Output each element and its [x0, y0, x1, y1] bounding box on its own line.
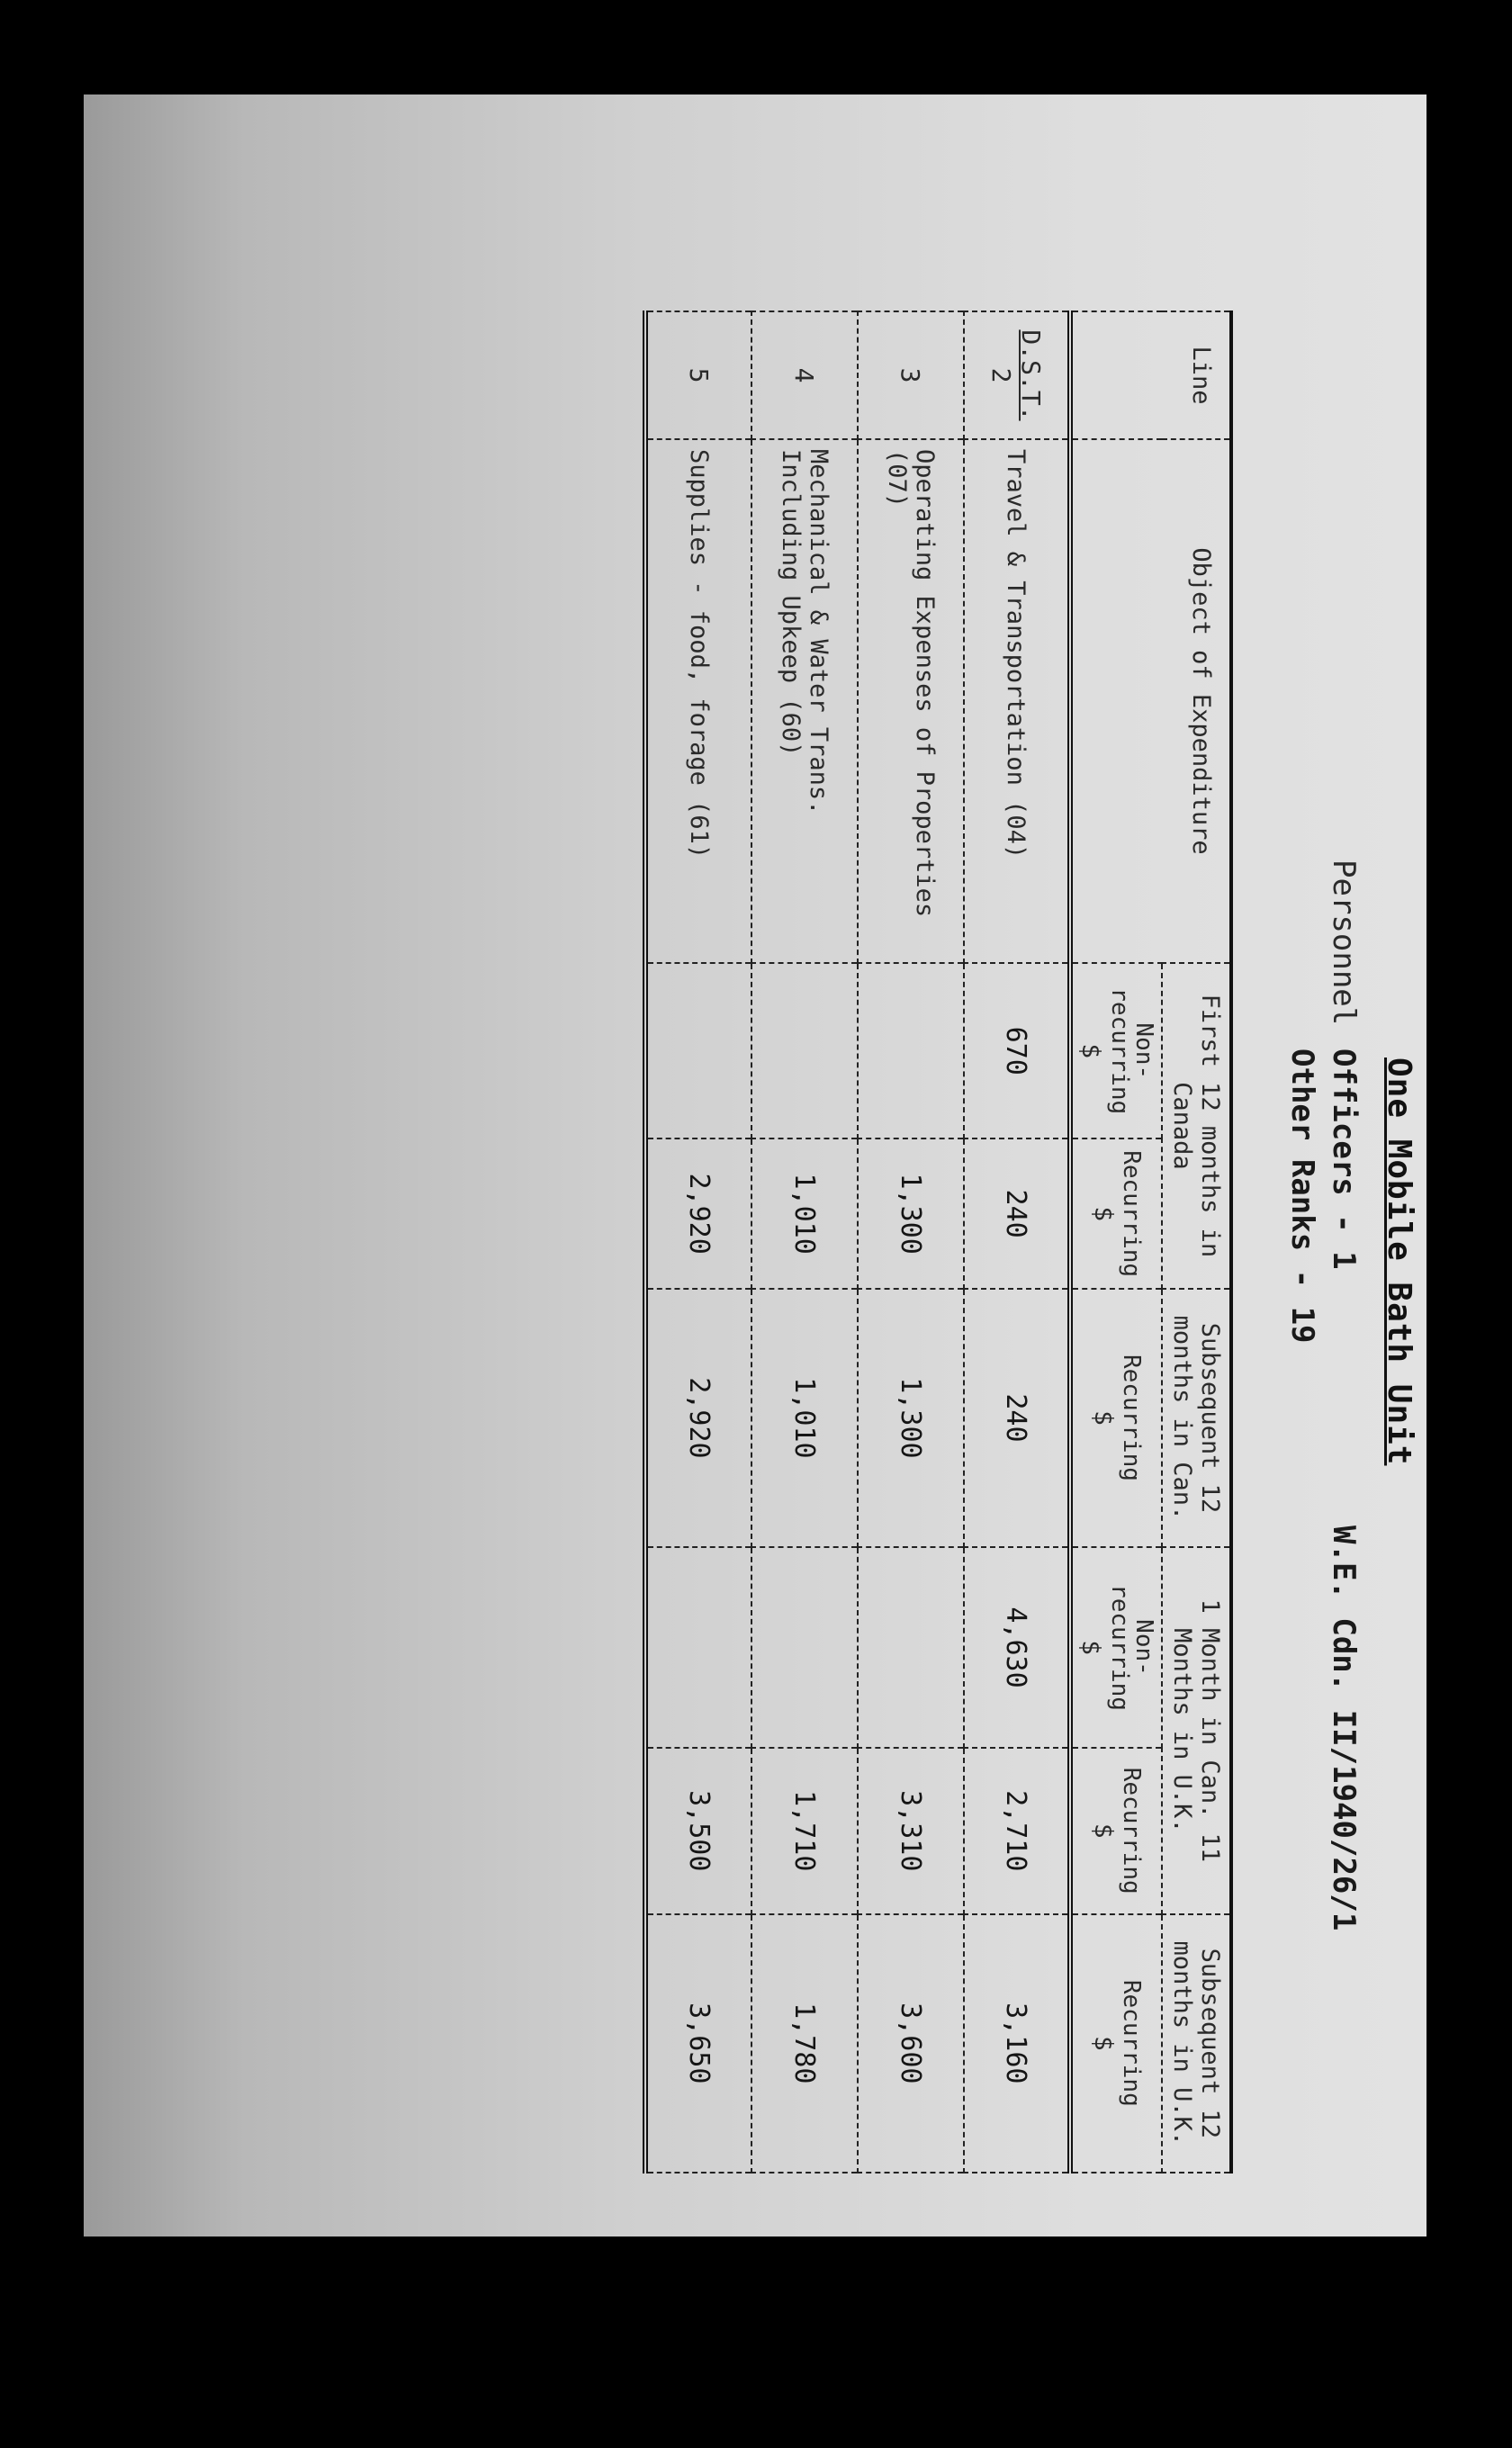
- subheader-label: Recurring: [1118, 1979, 1146, 2107]
- subheader-label: Non- recurring: [1105, 1584, 1157, 1711]
- month-recurring-cell: 3,500: [645, 1748, 752, 1914]
- object-cell: Travel & Transportation (04): [964, 439, 1070, 963]
- month-recurring-cell: 2,710: [964, 1748, 1070, 1914]
- subheader-subsequent-can-recurring: [1070, 1289, 1162, 1547]
- month-nonrecurring-cell: [645, 1547, 752, 1748]
- header-first-12-months: First 12 months in Canada: [1162, 963, 1231, 1289]
- subheader-label: Recurring: [1118, 1767, 1146, 1894]
- dollar-sign: $: [1088, 1822, 1119, 1839]
- first-recurring-cell: 2,920: [645, 1138, 752, 1288]
- dollar-sign: $: [1076, 1043, 1107, 1059]
- table-row: [858, 311, 964, 2173]
- object-cell: Operating Expenses of Properties (07): [858, 439, 964, 963]
- subsequent-can-recurring-cell: 1,300: [858, 1289, 964, 1547]
- line-cell: [964, 311, 1070, 439]
- subheader-month-nonrecurring: [1070, 1547, 1162, 1748]
- first-nonrecurring-cell: [645, 963, 752, 1138]
- table-row: [964, 311, 1070, 2173]
- subsequent-uk-recurring-cell: 3,600: [858, 1914, 964, 2173]
- line-prefix: D.S.T.: [1015, 329, 1046, 421]
- subsequent-uk-recurring-cell: 1,780: [752, 1914, 858, 2173]
- header-object-of-expenditure: Object of Expenditure: [1070, 439, 1231, 963]
- line-number: 2: [986, 367, 1016, 383]
- personnel-label: Personnel: [1326, 860, 1362, 1026]
- object-cell: Mechanical & Water Trans. Including Upkeep (60): [752, 439, 858, 963]
- line-cell: 4: [752, 311, 858, 439]
- month-nonrecurring-cell: [858, 1547, 964, 1748]
- header-1-month-can-11-uk: 1 Month in Can. 11 Months in U.K.: [1162, 1547, 1231, 1913]
- table-header-row: [1162, 311, 1231, 2173]
- table-row: [752, 311, 858, 2173]
- header-subsequent-12-uk: Subsequent 12 months in U.K.: [1162, 1914, 1231, 2173]
- first-nonrecurring-cell: [752, 963, 858, 1138]
- first-nonrecurring-cell: 670: [964, 963, 1070, 1138]
- subsequent-can-recurring-cell: 2,920: [645, 1289, 752, 1547]
- month-recurring-cell: 3,310: [858, 1748, 964, 1914]
- subheader-month-recurring: [1070, 1748, 1162, 1914]
- first-recurring-cell: 1,300: [858, 1138, 964, 1288]
- subheader-first-nonrecurring: [1070, 963, 1162, 1138]
- subsequent-uk-recurring-cell: 3,650: [645, 1914, 752, 2173]
- subsequent-can-recurring-cell: 240: [964, 1289, 1070, 1547]
- subheader-subsequent-uk-recurring: [1070, 1914, 1162, 2173]
- dollar-sign: $: [1088, 2035, 1119, 2051]
- month-nonrecurring-cell: 4,630: [964, 1547, 1070, 1748]
- month-recurring-cell: 1,710: [752, 1748, 858, 1914]
- header-line: Line: [1070, 311, 1231, 439]
- dollar-sign: $: [1088, 1206, 1119, 1222]
- subheader-label: Recurring: [1118, 1354, 1146, 1481]
- first-nonrecurring-cell: [858, 963, 964, 1138]
- month-nonrecurring-cell: [752, 1547, 858, 1748]
- header-subsequent-12-can: Subsequent 12 months in Can.: [1162, 1289, 1231, 1547]
- document-title: One Mobile Bath Unit: [1381, 1058, 1418, 1466]
- first-recurring-cell: 240: [964, 1138, 1070, 1288]
- subsequent-can-recurring-cell: 1,010: [752, 1289, 858, 1547]
- personnel-other-ranks: Other Ranks - 19: [1284, 1048, 1320, 1344]
- expenditure-table: [643, 310, 1233, 2174]
- dollar-sign: $: [1088, 1410, 1119, 1426]
- dollar-sign: $: [1076, 1640, 1107, 1655]
- document-sheet: [84, 94, 1426, 2236]
- first-recurring-cell: 1,010: [752, 1138, 858, 1288]
- rotated-page-content: [84, 94, 1426, 2236]
- subsequent-uk-recurring-cell: 3,160: [964, 1914, 1070, 2173]
- personnel-officers: Officers - 1: [1326, 1048, 1362, 1270]
- line-cell: 5: [645, 311, 752, 439]
- subheader-label: Non- recurring: [1105, 987, 1157, 1115]
- war-establishment-reference: W.E. Cdn. II/1940/26/1: [1326, 1526, 1362, 1931]
- line-cell: 3: [858, 311, 964, 439]
- subheader-label: Recurring: [1118, 1150, 1146, 1278]
- object-cell: Supplies - food, forage (61): [645, 439, 752, 963]
- subheader-first-recurring: [1070, 1138, 1162, 1288]
- table-row: [645, 311, 752, 2173]
